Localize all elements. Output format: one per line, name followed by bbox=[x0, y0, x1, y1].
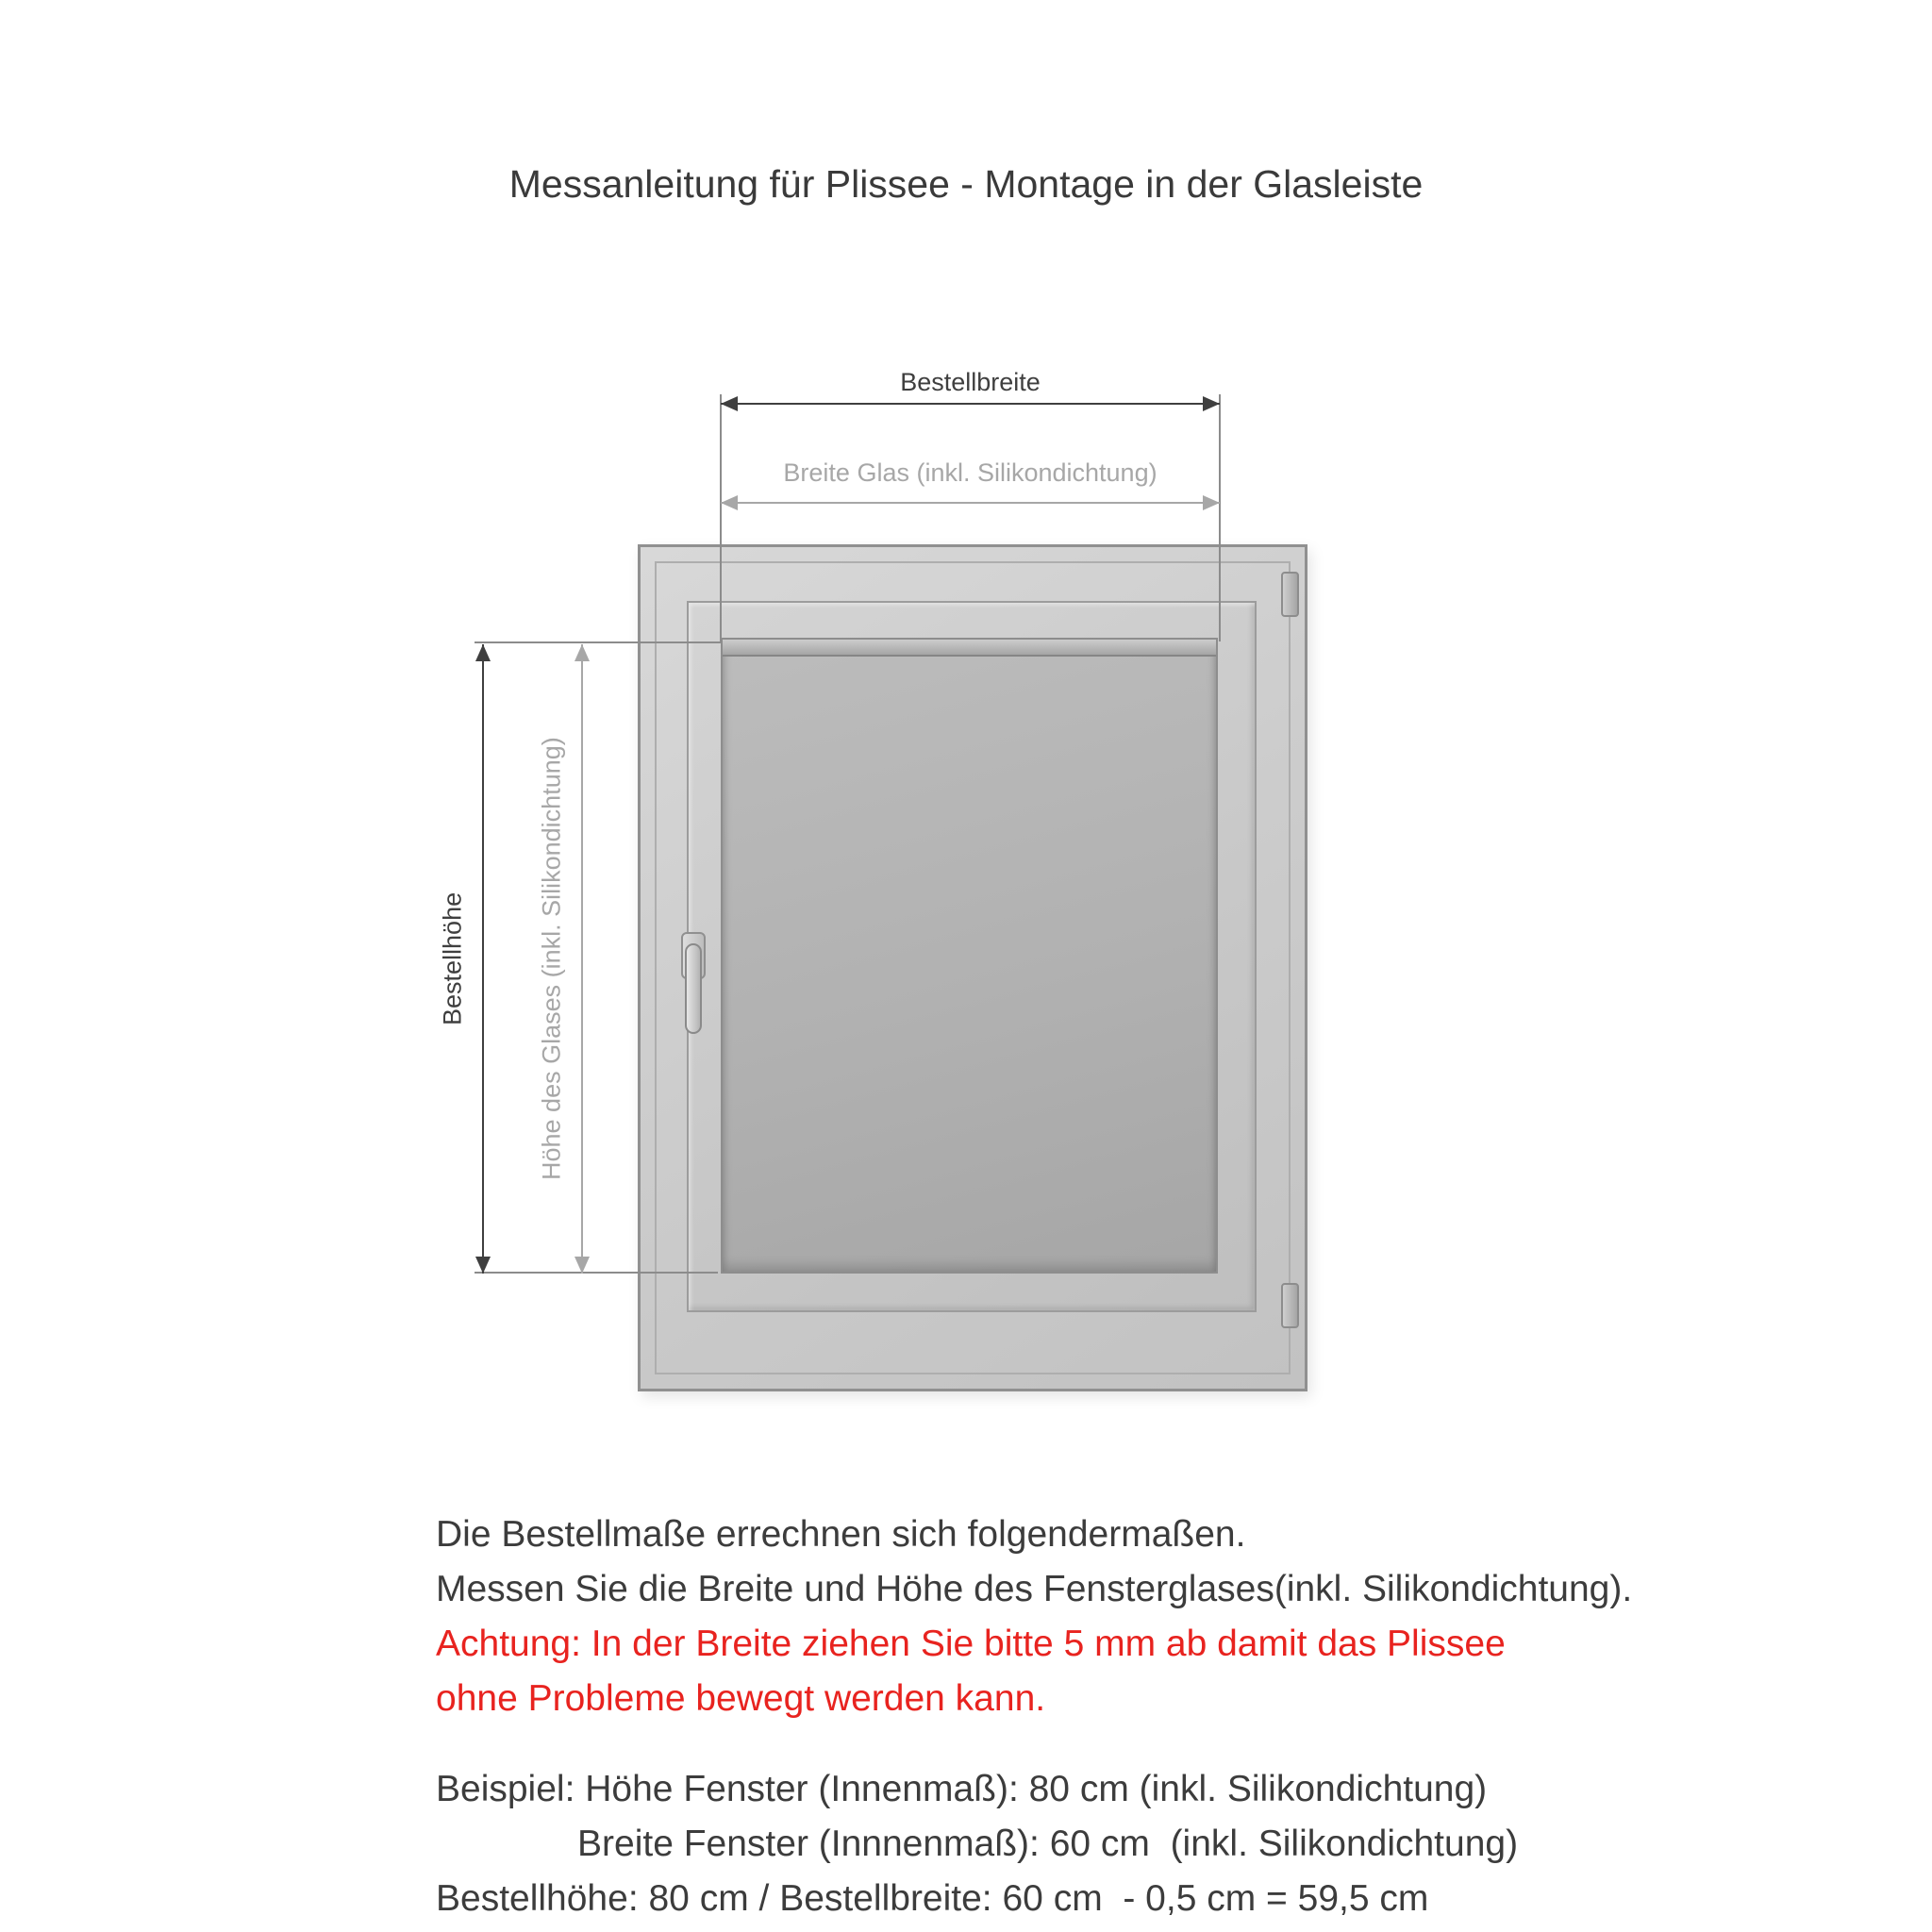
order-width-label: Bestellbreite bbox=[900, 368, 1041, 396]
warning-line-2: ohne Probleme bewegt werden kann. bbox=[436, 1678, 1046, 1719]
extension-line-left bbox=[720, 394, 722, 641]
example-line-1: Beispiel: Höhe Fenster (Innenmaß): 80 cm (inkl. Silikondichtung) bbox=[436, 1769, 1488, 1809]
page-title: Messanleitung für Plissee - Montage in der Glasleiste bbox=[508, 162, 1424, 206]
example-line-3: Bestellhöhe: 80 cm / Bestellbreite: 60 cm - 0,5 cm = 59,5 cm bbox=[436, 1878, 1429, 1919]
extension-line-right bbox=[1219, 394, 1221, 641]
intro-line-1: Die Bestellmaße errechnen sich folgendermaßen. bbox=[436, 1514, 1246, 1555]
glass-width-arrow bbox=[721, 502, 1220, 504]
extension-line-bottom bbox=[475, 1272, 718, 1274]
hinge-bottom-icon bbox=[1281, 1283, 1299, 1328]
instructions-block bbox=[436, 1507, 1632, 1926]
warning-line-1: Achtung: In der Breite ziehen Sie bitte 5 mm ab damit das Plissee bbox=[436, 1624, 1506, 1664]
glass-height-arrow bbox=[581, 644, 583, 1274]
order-height-arrow bbox=[482, 644, 484, 1274]
glass-width-label: Breite Glas (inkl. Silikondichtung) bbox=[783, 458, 1158, 487]
hinge-top-icon bbox=[1281, 572, 1299, 617]
glass-height-label: Höhe des Glases (inkl. Silikondichtung) bbox=[537, 737, 566, 1181]
example-line-2: Breite Fenster (Innnenmaß): 60 cm (inkl. Silikondichtung) bbox=[577, 1824, 1519, 1864]
order-width-arrow bbox=[721, 403, 1220, 405]
extension-line-top bbox=[475, 641, 723, 643]
window-handle-icon bbox=[685, 943, 702, 1034]
window-frame bbox=[638, 544, 1307, 1391]
glass-top-rail bbox=[723, 640, 1216, 657]
window-glass bbox=[721, 638, 1218, 1274]
order-height-label: Bestellhöhe bbox=[438, 891, 467, 1026]
intro-line-2: Messen Sie die Breite und Höhe des Fensterglases(inkl. Silikondichtung). bbox=[436, 1569, 1633, 1609]
